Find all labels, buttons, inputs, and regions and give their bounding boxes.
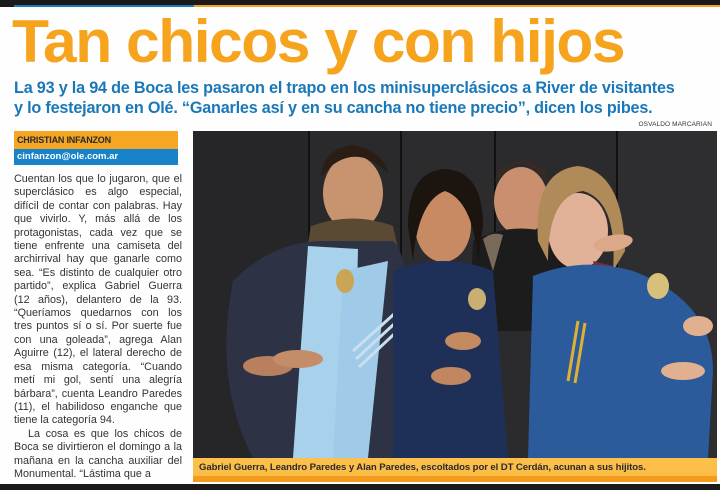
article-photo [193, 131, 717, 458]
body-paragraph-2: La cosa es que los chicos de Boca se divirtieron el domingo a la mañana en la cancha auxiliar del Monumental. “Lástima que a [14, 427, 182, 480]
top-border-blue-accent [14, 5, 194, 7]
photo-credit: OSVALDO MARCARIAN [638, 121, 712, 128]
deck-line-1: La 93 y la 94 de Boca les pasaron el trapo en los minisuperclásicos a River de visitantes [14, 79, 675, 97]
byline-author: CHRISTIAN INFANZON [14, 131, 178, 149]
deck-subheadline [14, 78, 714, 118]
bottom-border [0, 484, 720, 490]
top-border [0, 0, 720, 7]
byline-email[interactable]: cinfanzon@ole.com.ar [14, 149, 178, 165]
photo-caption-bar [193, 458, 717, 482]
deck-line-2: y lo festejaron en Olé. “Ganarles así y en su cancha no tiene precio”, dicen los pibes. [14, 99, 653, 117]
top-border-orange-accent [194, 5, 720, 7]
photo-caption: Gabriel Guerra, Leandro Paredes y Alan Paredes, escoltados por el DT Cerdán, acunan a sus hijitos. [199, 462, 646, 473]
body-paragraph-1: Cuentan los que lo jugaron, que el superclásico es algo especial, difícil de contar con palabras. Hay que vivirlo. Y, más allá de los protagonistas, cada vez que se tiene enfrente una camiseta del archirrival hay que ganarle como sea. “Es distinto de cualquier otro partido”, explica Gabriel Guerra (12 años), delantero de la 93. “Queríamos quedarnos con los tres puntos sí o sí. Por suerte fue con una goleada”, agrega Alan Aguirre (12), el lateral derecho de esa misma categoría. “Cuando metí mi gol, sentí una alegría bárbara”, cuenta Leandro Paredes (11), el habilidoso enganche que tiene la categoría 94. [14, 173, 182, 427]
headline: Tan chicos y con hijos [12, 8, 625, 75]
photo-illustration [193, 131, 717, 458]
article-body [14, 173, 182, 481]
